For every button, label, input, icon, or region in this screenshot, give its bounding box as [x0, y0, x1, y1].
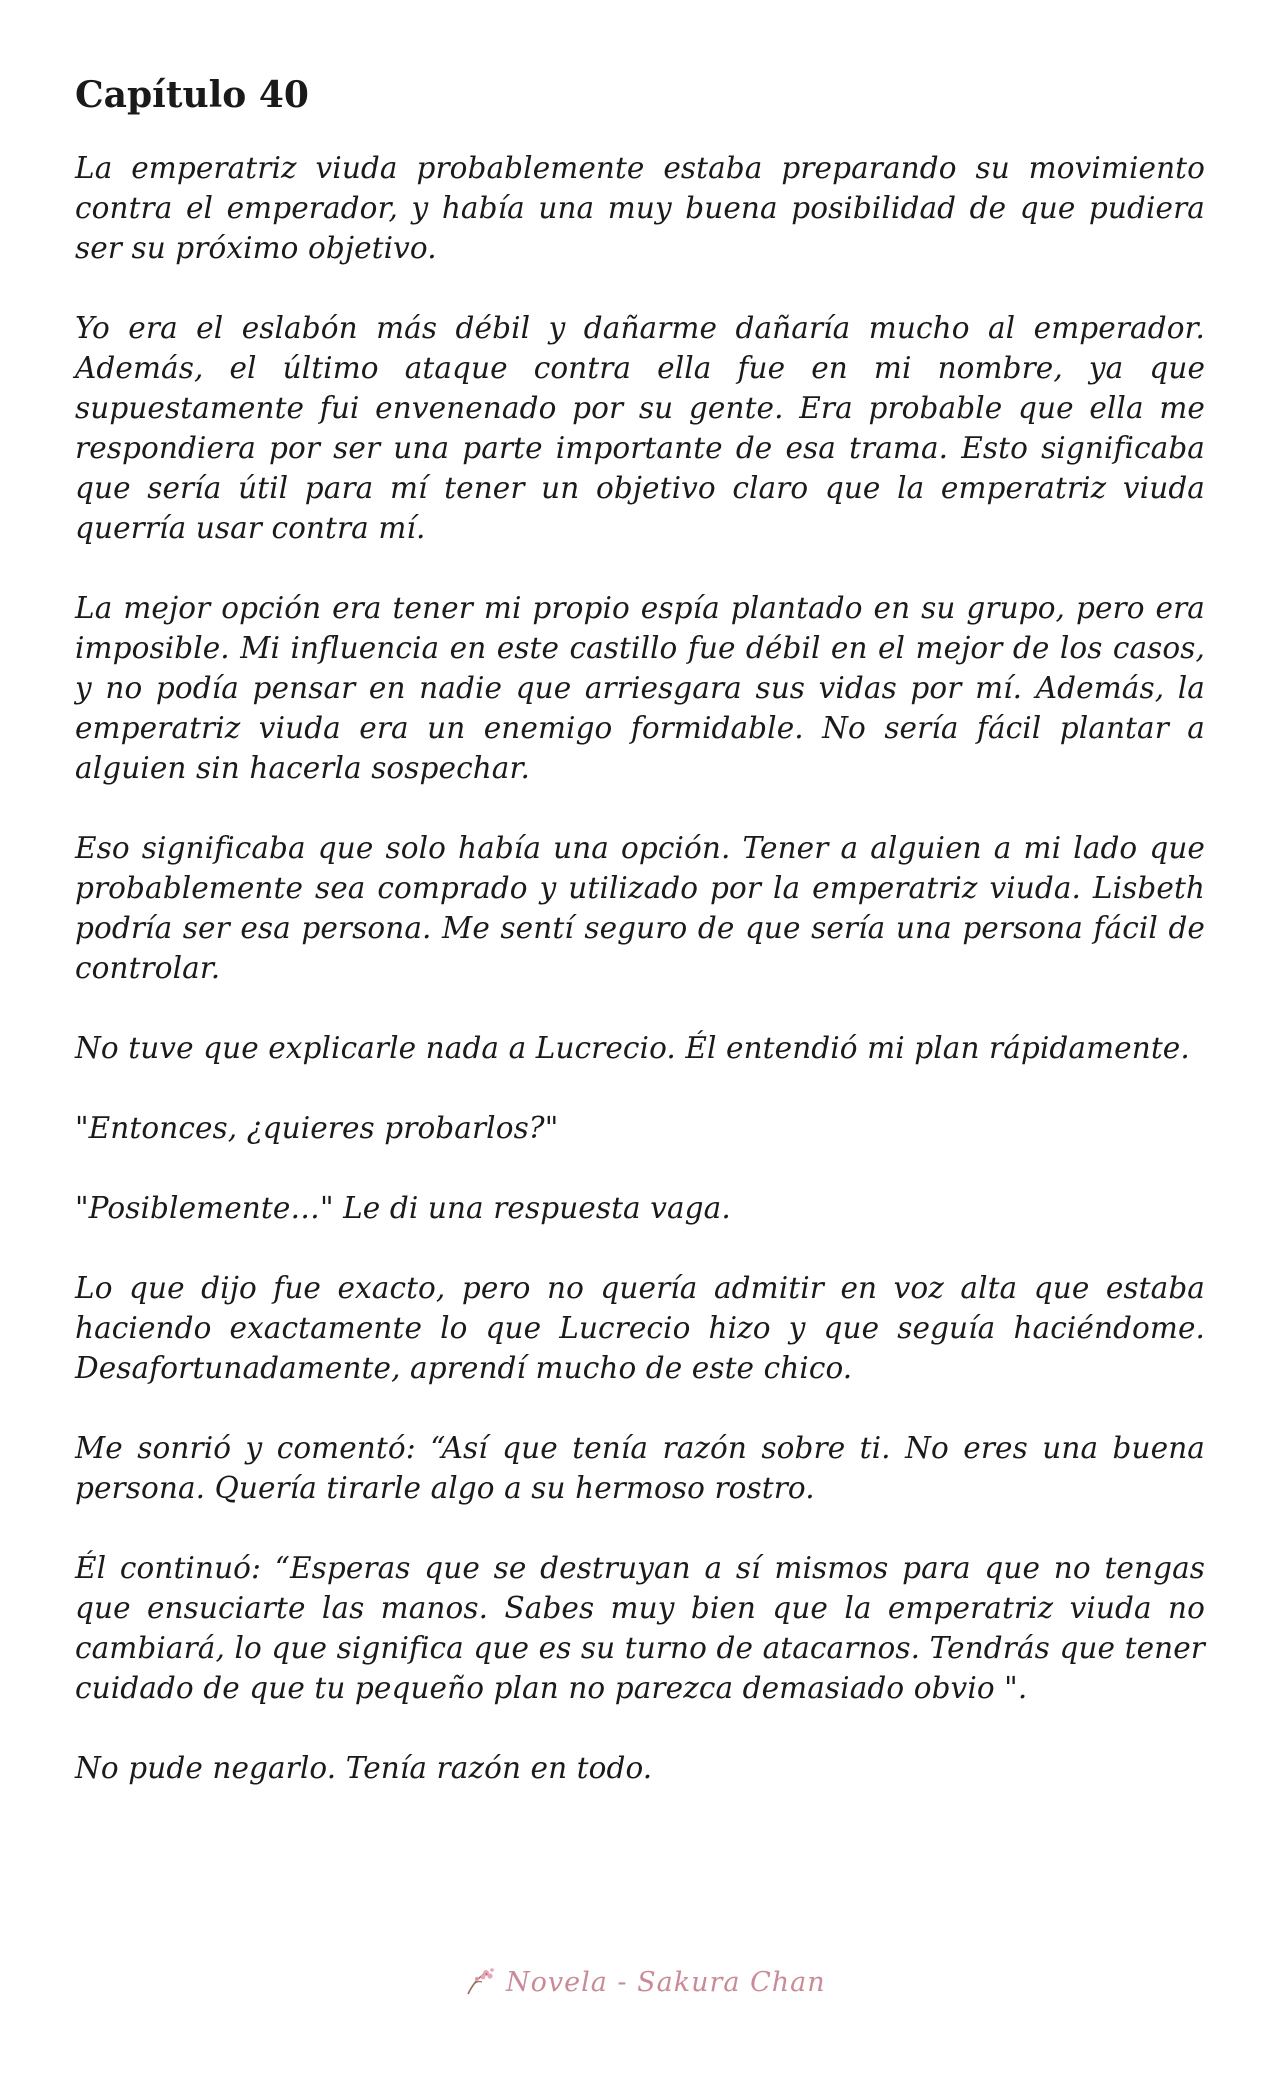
paragraph-10: Él continuó: “Esperas que se destruyan a sí mismos para que no tengas que ensuciarte las manos. Sabes muy bien que la emperatriz viuda no cambiará, lo que significa que es su turno de atacarnos. Tendrás que tener cuidado de que tu pequeño plan no parezca demasiado obvio ".: [75, 1551, 1205, 1705]
chapter-title: Capítulo 40: [75, 74, 309, 116]
watermark-text: Novela - Sakura Chan: [506, 1966, 826, 1998]
watermark: [462, 1960, 826, 2004]
paragraph-9: Me sonrió y comentó: “Así que tenía razón sobre ti. No eres una buena persona. Quería tirarle algo a su hermoso rostro.: [75, 1431, 1205, 1505]
paragraph-7: "Posiblemente…" Le di una respuesta vaga.: [75, 1191, 731, 1225]
paragraph-8: Lo que dijo fue exacto, pero no quería admitir en voz alta que estaba haciendo exactamente lo que Lucrecio hizo y que seguía haciéndome. Desafortunadamente, aprendí mucho de este chico.: [75, 1271, 1205, 1385]
paragraph-6: "Entonces, ¿quieres probarlos?": [75, 1111, 559, 1145]
paragraph-3: La mejor opción era tener mi propio espía plantado en su grupo, pero era imposible. Mi influencia en este castillo fue débil en el mejor de los casos, y no podía pensar en nadie que arriesgara sus vidas por mí. Además, la emperatriz viuda era un enemigo formidable. No sería fácil plantar a alguien sin hacerla sospechar.: [75, 591, 1205, 785]
paragraph-1: La emperatriz viuda probablemente estaba preparando su movimiento contra el emperador, y había una muy buena posibilidad de que pudiera ser su próximo objetivo.: [75, 151, 1205, 265]
document-page: [75, 70, 1205, 1788]
paragraph-4: Eso significaba que solo había una opción. Tener a alguien a mi lado que probablemente sea comprado y utilizado por la emperatriz viuda. Lisbeth podría ser esa persona. Me sentí seguro de que sería una persona fácil de controlar.: [75, 831, 1205, 985]
paragraph-11: No pude negarlo. Tenía razón en todo.: [75, 1751, 653, 1785]
paragraph-5: No tuve que explicarle nada a Lucrecio. Él entendió mi plan rápidamente.: [75, 1031, 1190, 1065]
paragraph-2: Yo era el eslabón más débil y dañarme dañaría mucho al emperador. Además, el último ataque contra ella fue en mi nombre, ya que supuestamente fui envenenado por su gente. Era probable que ella me respondiera por ser una parte importante de esa trama. Esto significaba que sería útil para mí tener un objetivo claro que la emperatriz viuda querría usar contra mí.: [75, 311, 1205, 545]
sakura-flower-icon: [462, 1964, 498, 2000]
